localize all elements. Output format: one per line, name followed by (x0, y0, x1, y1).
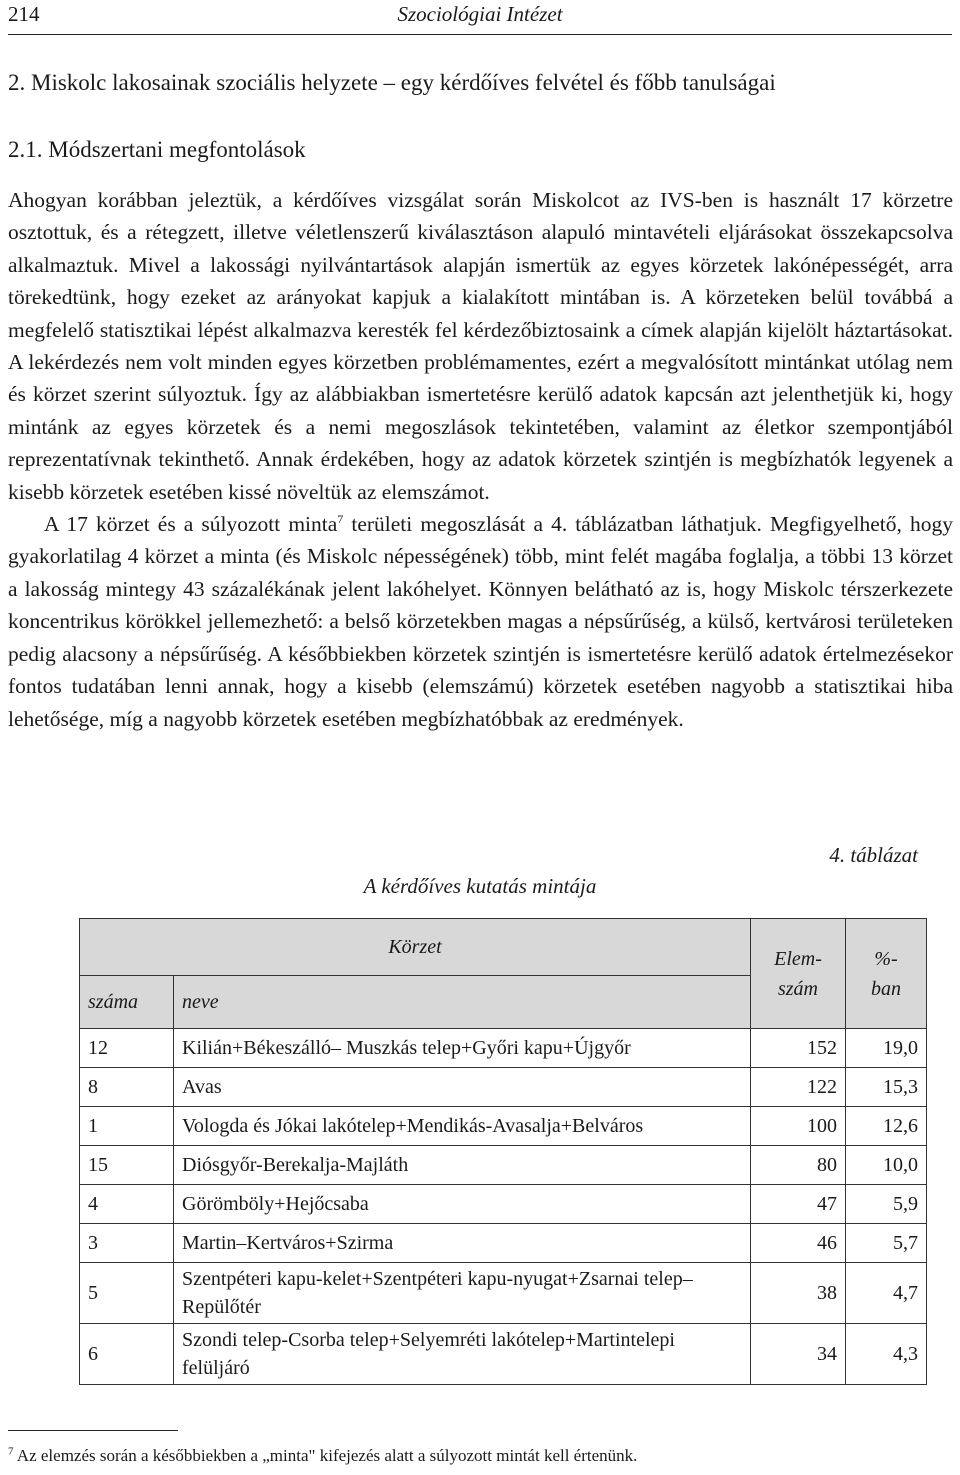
footnote (8, 1446, 637, 1466)
table-row (80, 1068, 927, 1107)
table-row (80, 1224, 927, 1263)
page-number: 214 (8, 2, 40, 26)
district-number: 12 (80, 1029, 174, 1068)
district-number: 6 (80, 1324, 174, 1385)
table-row (80, 1185, 927, 1224)
sample-percent: 15,3 (846, 1068, 927, 1107)
sample-count: 80 (751, 1146, 846, 1185)
footnote-number: 7 (8, 1445, 14, 1458)
district-name: Szentpéteri kapu-kelet+Szentpéteri kapu-nyugat+Zsarnai telep– Repülőtér (174, 1263, 751, 1324)
paragraph-2 (8, 508, 953, 735)
district-name: Avas (174, 1068, 751, 1107)
sample-percent: 5,7 (846, 1224, 927, 1263)
district-number: 5 (80, 1263, 174, 1324)
sample-percent: 12,6 (846, 1107, 927, 1146)
section-title: 2. Miskolc lakosainak szociális helyzete – egy kérdőíves felvétel és főbb tanulságai (8, 70, 776, 95)
district-name: Görömböly+Hejőcsaba (174, 1185, 751, 1224)
running-title: Szociológiai Intézet (397, 2, 563, 26)
table-row (80, 1029, 927, 1068)
footnote-reference: 7 (337, 511, 344, 526)
district-number: 1 (80, 1107, 174, 1146)
table-row (80, 1324, 927, 1385)
table-row (80, 1146, 927, 1185)
footnote-divider (8, 1430, 178, 1431)
table-row (80, 1107, 927, 1146)
table-row (80, 1263, 927, 1324)
header-number: száma (80, 976, 174, 1029)
sample-count: 152 (751, 1029, 846, 1068)
page-header (8, 0, 952, 35)
sample-count: 38 (751, 1263, 846, 1324)
district-number: 3 (80, 1224, 174, 1263)
paragraph-1: Ahogyan korábban jeleztük, a kérdőíves vizsgálat során Miskolcot az IVS-ben is használt 17 körzetre osztottuk, és a rétegzett, illetve véletlenszerű kiválasztáson alapuló mintavételi eljárásokat összekapcsolva alkalmaztuk. Mivel a lakossági nyilvántartások alapján ismertük az egyes körzetek lakónépességét, arra törekedtünk, hogy ezeket az arányokat kapjuk a kialakított mintában is. A körzeteken belül továbbá a megfelelő statisztikai lépést alkalmazva keresték fel kérdezőbiztosaink a címek alapján kijelölt háztartásokat. A lekérdezés nem volt minden egyes körzetben problémamentes, ezért a megvalósított mintánkat utólag nem és körzet szerint súlyoztuk. Így az alábbiakban ismertetésre kerülő adatok kapcsán azt jelenthetjük ki, hogy mintánk az egyes körzetek és a nemi megoszlások tekintetében, valamint az életkor szempontjából reprezentatívnak tekinthető. Annak érdekében, hogy az adatok körzetek szintjén is megbízhatók legyenek a kisebb körzetek esetében kissé növeltük az elemszámot. (8, 188, 953, 504)
district-name: Kilián+Békeszálló– Muszkás telep+Győri kapu+Újgyőr (174, 1029, 751, 1068)
district-name: Diósgyőr-Berekalja-Majláth (174, 1146, 751, 1185)
sample-count: 47 (751, 1185, 846, 1224)
subsection-title: 2.1. Módszertani megfontolások (8, 137, 306, 162)
sample-percent: 10,0 (846, 1146, 927, 1185)
sample-count: 46 (751, 1224, 846, 1263)
table-title: A kérdőíves kutatás mintája (363, 874, 597, 898)
sample-count: 34 (751, 1324, 846, 1385)
sample-percent: 5,9 (846, 1185, 927, 1224)
district-name: Vologda és Jókai lakótelep+Mendikás-Avasalja+Belváros (174, 1107, 751, 1146)
district-number: 4 (80, 1185, 174, 1224)
sample-count: 100 (751, 1107, 846, 1146)
district-name: Szondi telep-Csorba telep+Selyemréti lakótelep+Martintelepi felüljáró (174, 1324, 751, 1385)
sample-count: 122 (751, 1068, 846, 1107)
table-number: 4. táblázat (829, 843, 918, 867)
district-number: 15 (80, 1146, 174, 1185)
header-count: Elem- szám (751, 919, 846, 1029)
header-name: neve (174, 976, 751, 1029)
sample-percent: 19,0 (846, 1029, 927, 1068)
sample-table (79, 918, 927, 1385)
sample-percent: 4,7 (846, 1263, 927, 1324)
footnote-text: Az elemzés során a későbbiekben a „minta" kifejezés alatt a súlyozott mintát kell értenünk. (13, 1446, 638, 1465)
header-percent: %- ban (846, 919, 927, 1029)
body-text (8, 184, 953, 735)
district-name: Martin–Kertváros+Szirma (174, 1224, 751, 1263)
district-number: 8 (80, 1068, 174, 1107)
sample-percent: 4,3 (846, 1324, 927, 1385)
paragraph-2-rest: területi megoszlását a 4. táblázatban láthatjuk. Megfigyelhető, hogy gyakorlatilag 4 körzet a minta (és Miskolc népességének) több, mint felét magába foglalja, a többi 13 körzet a lakosság mintegy 43 százalékának jelent lakóhelyet. Könnyen belátható az is, hogy Miskolc térszerkezete koncentrikus körökkel jellemezhető: a belső körzetekben magas a népsűrűség, a külső, kertvárosi területeken pedig alacsony a népsűrűség. A későbbiekben körzetek szintjén is ismertetésre kerülő adatok értelmezésekor fontos tudatában lenni annak, hogy a kisebb (elemszámú) körzetek esetében nagyobb a statisztikai hiba lehetősége, míg a nagyobb körzetek esetében megbízhatóbbak az eredmények. (8, 512, 953, 731)
table-body (80, 1029, 927, 1385)
paragraph-2-start: A 17 körzet és a súlyozott minta (44, 512, 338, 537)
header-korzet: Körzet (80, 919, 751, 976)
